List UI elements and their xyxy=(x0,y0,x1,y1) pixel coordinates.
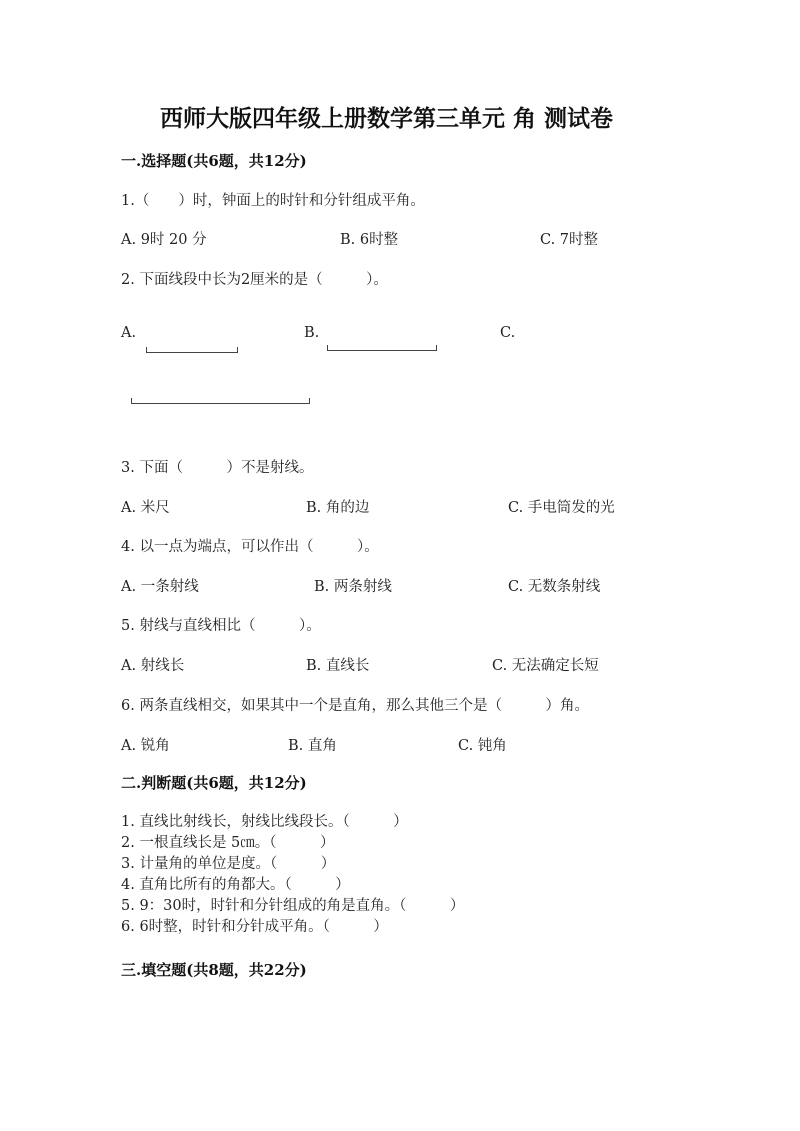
tf-item-5: 5. 9：30时，时针和分针组成的角是直角。（ ） xyxy=(121,898,465,914)
tf-item-3: 3. 计量角的单位是度。（ ） xyxy=(121,856,336,872)
q6-option-b: B. 直角 xyxy=(288,738,337,754)
q1-option-b: B. 6时整 xyxy=(340,232,399,248)
section-heading-true-false: 二.判断题(共6题，共12分) xyxy=(121,774,307,792)
q4-option-a: A. 一条射线 xyxy=(121,579,199,595)
q4-option-c: C. 无数条射线 xyxy=(508,579,601,595)
q5-option-b: B. 直线长 xyxy=(306,658,370,674)
q3-option-b: B. 角的边 xyxy=(306,500,370,516)
question-5: 5. 射线与直线相比（ ）。 xyxy=(121,618,321,634)
section-heading-fill-blank: 三.填空题(共8题，共22分) xyxy=(121,961,307,979)
q3-option-a: A. 米尺 xyxy=(121,500,170,516)
segment-c-figure xyxy=(131,398,310,404)
page-title: 西师大版四年级上册数学第三单元 角 测试卷 xyxy=(160,105,614,132)
tf-item-4: 4. 直角比所有的角都大。（ ） xyxy=(121,877,350,893)
q6-option-c: C. 钝角 xyxy=(458,738,507,754)
q5-option-a: A. 射线长 xyxy=(121,658,185,674)
tf-item-2: 2. 一根直线长是 5㎝。（ ） xyxy=(121,835,335,851)
tf-item-6: 6. 6时整，时针和分针成平角。（ ） xyxy=(121,919,388,935)
section-heading-choice: 一.选择题(共6题，共12分) xyxy=(121,152,307,170)
question-2: 2. 下面线段中长为2厘米的是（ ）。 xyxy=(121,272,388,288)
q1-option-c: C. 7时整 xyxy=(540,232,599,248)
question-3: 3. 下面（ ）不是射线。 xyxy=(121,460,314,476)
q2-option-a: A. xyxy=(121,325,137,341)
q3-option-c: C. 手电筒发的光 xyxy=(508,500,615,516)
q1-option-a: A. 9时 20 分 xyxy=(121,232,207,248)
question-6: 6. 两条直线相交，如果其中一个是直角，那么其他三个是（ ）角。 xyxy=(121,698,589,714)
question-4: 4. 以一点为端点，可以作出（ ）。 xyxy=(121,539,379,555)
tf-item-1: 1. 直线比射线长，射线比线段长。（ ） xyxy=(121,814,408,830)
question-1: 1.（ ）时，钟面上的时针和分针组成平角。 xyxy=(121,193,425,209)
segment-a-figure xyxy=(146,347,238,353)
segment-b-figure xyxy=(327,345,437,351)
q2-option-c: C. xyxy=(500,325,516,341)
q5-option-c: C. 无法确定长短 xyxy=(492,658,599,674)
q2-option-b: B. xyxy=(304,325,320,341)
q6-option-a: A. 锐角 xyxy=(121,738,170,754)
q4-option-b: B. 两条射线 xyxy=(314,579,392,595)
